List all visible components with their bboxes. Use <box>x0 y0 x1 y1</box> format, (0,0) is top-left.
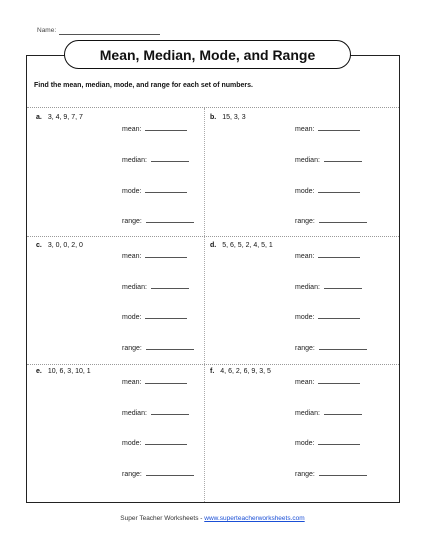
median-label: median: <box>122 410 147 417</box>
mode-answer-blank-e[interactable] <box>145 438 187 445</box>
median-label: median: <box>295 410 320 417</box>
median-label: median: <box>295 157 320 164</box>
range-answer-blank-b[interactable] <box>319 216 367 223</box>
mode-field-a <box>122 186 187 195</box>
mean-field-d <box>295 251 360 260</box>
median-label: median: <box>122 157 147 164</box>
median-field-a <box>122 155 189 164</box>
mean-label: mean: <box>295 126 315 133</box>
problem-numbers: 3, 4, 9, 7, 7 <box>47 114 83 121</box>
median-answer-blank-f[interactable] <box>324 408 362 415</box>
mean-answer-blank-a[interactable] <box>145 124 187 131</box>
range-field-b <box>295 216 367 225</box>
median-field-e <box>122 408 189 417</box>
range-answer-blank-f[interactable] <box>319 469 367 476</box>
footer-text: Super Teacher Worksheets - <box>120 515 205 522</box>
mode-field-f <box>295 438 360 447</box>
worksheet-box <box>26 55 400 503</box>
mean-field-a <box>122 124 187 133</box>
range-label: range: <box>122 471 142 478</box>
range-label: range: <box>122 218 142 225</box>
mean-answer-blank-d[interactable] <box>318 251 360 258</box>
mode-answer-blank-a[interactable] <box>145 186 187 193</box>
mean-answer-blank-f[interactable] <box>318 377 360 384</box>
median-answer-blank-d[interactable] <box>324 282 362 289</box>
problem-letter: f. <box>210 368 215 375</box>
column-divider <box>204 108 205 502</box>
divider-top <box>27 107 399 108</box>
footer-link[interactable]: www.superteacherworksheets.com <box>204 515 305 522</box>
mode-field-b <box>295 186 360 195</box>
range-label: range: <box>295 471 315 478</box>
median-field-c <box>122 282 189 291</box>
mean-field-e <box>122 377 187 386</box>
footer <box>0 515 425 522</box>
mode-label: mode: <box>295 314 315 321</box>
median-answer-blank-e[interactable] <box>151 408 189 415</box>
mean-field-c <box>122 251 187 260</box>
problem-letter: d. <box>210 242 217 249</box>
range-answer-blank-a[interactable] <box>146 216 194 223</box>
range-answer-blank-d[interactable] <box>319 343 367 350</box>
problem-numbers: 4, 6, 2, 6, 9, 3, 5 <box>220 368 271 375</box>
problem-numbers: 15, 3, 3 <box>222 114 246 121</box>
mean-label: mean: <box>295 379 315 386</box>
mode-field-d <box>295 312 360 321</box>
problem-letter: a. <box>36 114 42 121</box>
range-label: range: <box>295 218 315 225</box>
range-label: range: <box>295 345 315 352</box>
mode-field-e <box>122 438 187 447</box>
mode-label: mode: <box>295 188 315 195</box>
instructions: Find the mean, median, mode, and range for each set of numbers. <box>34 82 253 89</box>
problem-letter: b. <box>210 114 217 121</box>
mode-answer-blank-f[interactable] <box>318 438 360 445</box>
range-label: range: <box>122 345 142 352</box>
range-field-d <box>295 343 367 352</box>
mode-field-c <box>122 312 187 321</box>
problem-c <box>36 242 83 249</box>
problem-e <box>36 368 91 375</box>
range-field-a <box>122 216 194 225</box>
problem-a <box>36 114 83 121</box>
mode-label: mode: <box>122 188 142 195</box>
divider-middle <box>27 236 399 237</box>
divider-lower <box>27 364 399 365</box>
median-field-b <box>295 155 362 164</box>
problem-numbers: 10, 6, 3, 10, 1 <box>47 368 91 375</box>
problem-f <box>210 368 271 375</box>
mean-label: mean: <box>122 379 142 386</box>
mean-answer-blank-b[interactable] <box>318 124 360 131</box>
mean-answer-blank-c[interactable] <box>145 251 187 258</box>
range-field-c <box>122 343 194 352</box>
median-field-d <box>295 282 362 291</box>
mode-answer-blank-d[interactable] <box>318 312 360 319</box>
mean-field-b <box>295 124 360 133</box>
median-field-f <box>295 408 362 417</box>
mode-answer-blank-c[interactable] <box>145 312 187 319</box>
mode-answer-blank-b[interactable] <box>318 186 360 193</box>
mean-field-f <box>295 377 360 386</box>
mean-label: mean: <box>122 126 142 133</box>
range-field-e <box>122 469 194 478</box>
problem-numbers: 3, 0, 0, 2, 0 <box>47 242 83 249</box>
problem-numbers: 5, 6, 5, 2, 4, 5, 1 <box>222 242 273 249</box>
mode-label: mode: <box>122 440 142 447</box>
problem-letter: c. <box>36 242 42 249</box>
name-line[interactable] <box>59 34 160 35</box>
worksheet-title: Mean, Median, Mode, and Range <box>64 40 351 69</box>
problem-b <box>210 114 246 121</box>
median-answer-blank-b[interactable] <box>324 155 362 162</box>
mean-answer-blank-e[interactable] <box>145 377 187 384</box>
problem-d <box>210 242 273 249</box>
mode-label: mode: <box>295 440 315 447</box>
range-answer-blank-c[interactable] <box>146 343 194 350</box>
median-label: median: <box>295 284 320 291</box>
mean-label: mean: <box>295 253 315 260</box>
range-answer-blank-e[interactable] <box>146 469 194 476</box>
median-answer-blank-a[interactable] <box>151 155 189 162</box>
mean-label: mean: <box>122 253 142 260</box>
name-label: Name: <box>37 27 57 34</box>
range-field-f <box>295 469 367 478</box>
median-answer-blank-c[interactable] <box>151 282 189 289</box>
median-label: median: <box>122 284 147 291</box>
mode-label: mode: <box>122 314 142 321</box>
problem-letter: e. <box>36 368 42 375</box>
